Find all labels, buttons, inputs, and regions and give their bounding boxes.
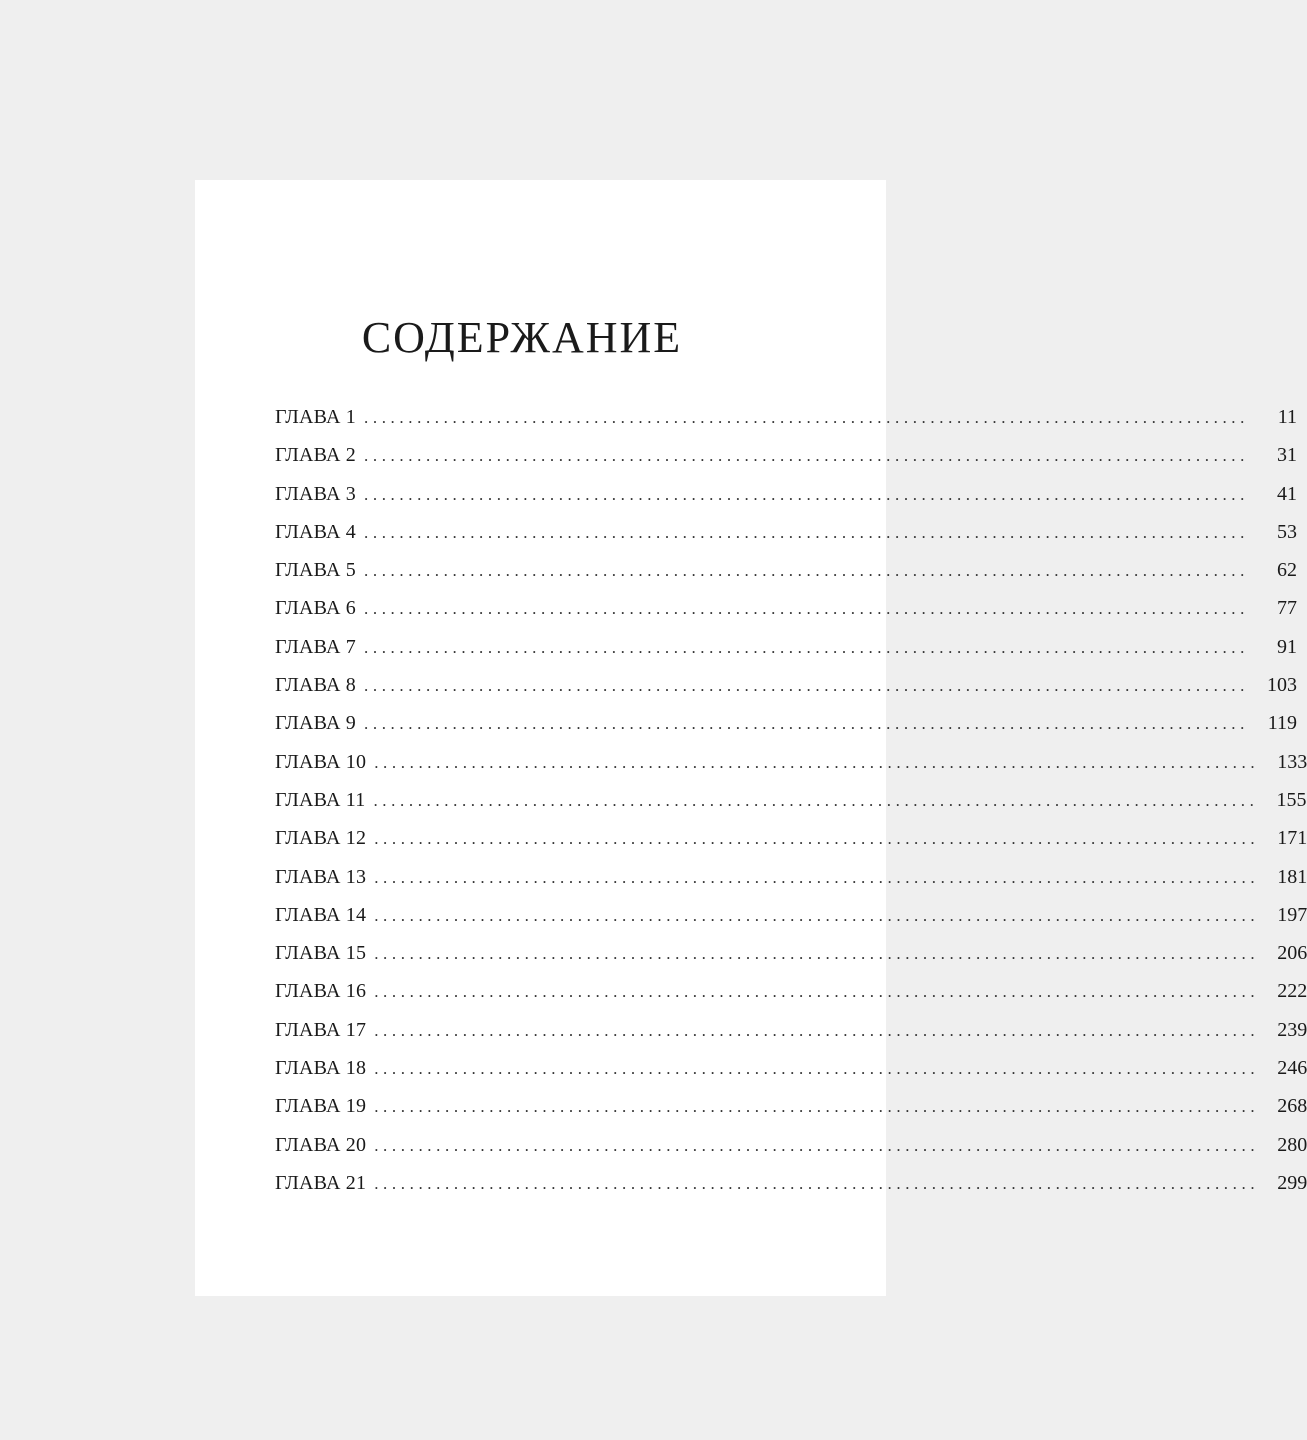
toc-chapter-label: ГЛАВА 10 (275, 750, 367, 773)
toc-entry (275, 436, 1297, 474)
toc-dot-leader: .................................................................................................... (374, 1135, 1260, 1155)
toc-chapter-label: ГЛАВА 1 (275, 406, 356, 428)
toc-dot-leader: .................................................................................................... (374, 1097, 1260, 1117)
toc-chapter-label: ГЛАВА 9 (275, 712, 356, 735)
toc-chapter-label: ГЛАВА 8 (275, 674, 356, 697)
toc-chapter-label: ГЛАВА 2 (275, 444, 356, 467)
toc-chapter-label: ГЛАВА 5 (275, 559, 356, 582)
toc-entry (275, 589, 1297, 627)
toc-page-number: 299 (1277, 1171, 1307, 1194)
toc-page-number: 31 (1277, 444, 1297, 467)
toc-dot-leader: .................................................................................................... (364, 522, 1249, 542)
toc-dot-leader: .................................................................................................... (374, 752, 1260, 772)
toc-dot-leader: .................................................................................................... (374, 944, 1260, 964)
toc-dot-leader: .................................................................................................... (374, 905, 1260, 925)
toc-page-number: 239 (1277, 1018, 1307, 1041)
toc-entry (275, 934, 1307, 972)
toc-chapter-label: ГЛАВА 4 (275, 520, 356, 543)
toc-dot-leader: .................................................................................................... (364, 599, 1249, 619)
toc-page-number: 11 (1277, 406, 1297, 428)
toc-dot-leader: .................................................................................................... (374, 1020, 1260, 1040)
toc-page-number: 206 (1277, 942, 1307, 965)
toc-chapter-label: ГЛАВА 11 (275, 788, 366, 811)
toc-entry (275, 1164, 1307, 1202)
toc-page-number: 197 (1277, 903, 1307, 926)
toc-dot-leader: .................................................................................................... (374, 1059, 1260, 1079)
toc-dot-leader: .................................................................................................... (364, 676, 1249, 696)
toc-entry (275, 972, 1307, 1010)
toc-dot-leader: .................................................................................................... (364, 484, 1249, 504)
toc-page-number: 119 (1267, 712, 1297, 735)
toc-entry (275, 704, 1297, 742)
toc-dot-leader: .................................................................................................... (364, 561, 1249, 581)
toc-page-number: 246 (1277, 1057, 1307, 1080)
toc-chapter-label: ГЛАВА 19 (275, 1095, 367, 1118)
toc-entry (275, 1011, 1307, 1049)
toc-entry (275, 781, 1307, 819)
toc-chapter-label: ГЛАВА 12 (275, 827, 367, 850)
toc-dot-leader: .................................................................................................... (364, 637, 1249, 657)
toc-dot-leader: .................................................................................................... (364, 446, 1249, 466)
toc-page-number: 91 (1277, 635, 1297, 658)
toc-chapter-label: ГЛАВА 13 (275, 865, 367, 888)
toc-entry (275, 743, 1307, 781)
toc-page-number: 77 (1277, 597, 1297, 620)
toc-page-number: 171 (1277, 827, 1307, 850)
toc-chapter-label: ГЛАВА 20 (275, 1133, 367, 1156)
toc-page-number: 280 (1277, 1133, 1307, 1156)
toc-entry (275, 896, 1307, 934)
toc-entry (275, 858, 1307, 896)
toc-dot-leader: .................................................................................................... (374, 1173, 1260, 1193)
toc-chapter-label: ГЛАВА 15 (275, 942, 367, 965)
toc-page-number: 181 (1277, 865, 1307, 888)
toc-chapter-label: ГЛАВА 18 (275, 1057, 367, 1080)
toc-dot-leader: .................................................................................................... (364, 714, 1249, 734)
toc-chapter-label: ГЛАВА 6 (275, 597, 356, 620)
toc-entry (275, 628, 1297, 666)
toc-chapter-label: ГЛАВА 17 (275, 1018, 367, 1041)
toc-dot-leader: .................................................................................................... (373, 790, 1259, 810)
toc-page-number: 53 (1277, 520, 1297, 543)
title-container (0, 313, 1080, 366)
toc-page-number: 103 (1267, 674, 1297, 697)
toc-dot-leader: .................................................................................................... (374, 867, 1260, 887)
toc-entry (275, 1087, 1307, 1125)
table-of-contents (275, 398, 1307, 1202)
toc-page-number: 62 (1277, 559, 1297, 582)
toc-page-number: 268 (1277, 1095, 1307, 1118)
toc-entry (275, 666, 1297, 704)
toc-entry (275, 475, 1297, 513)
toc-chapter-label: ГЛАВА 21 (275, 1171, 367, 1194)
toc-chapter-label: ГЛАВА 3 (275, 482, 356, 505)
toc-entry (275, 551, 1297, 589)
toc-entry (275, 513, 1297, 551)
toc-page-number: 222 (1277, 980, 1307, 1003)
toc-dot-leader: .................................................................................................... (374, 982, 1260, 1002)
toc-page-number: 155 (1276, 788, 1307, 811)
toc-page-number: 41 (1277, 482, 1297, 505)
toc-chapter-label: ГЛАВА 7 (275, 635, 356, 658)
toc-dot-leader: .................................................................................................... (364, 408, 1249, 427)
toc-page-number: 133 (1277, 750, 1307, 773)
toc-dot-leader: .................................................................................................... (374, 829, 1260, 849)
toc-chapter-label: ГЛАВА 14 (275, 903, 367, 926)
toc-chapter-label: ГЛАВА 16 (275, 980, 367, 1003)
toc-entry (275, 819, 1307, 857)
page-title: СОДЕРЖАНИЕ (361, 313, 683, 362)
toc-entry (275, 398, 1297, 436)
toc-entry (275, 1126, 1307, 1164)
toc-entry (275, 1049, 1307, 1087)
